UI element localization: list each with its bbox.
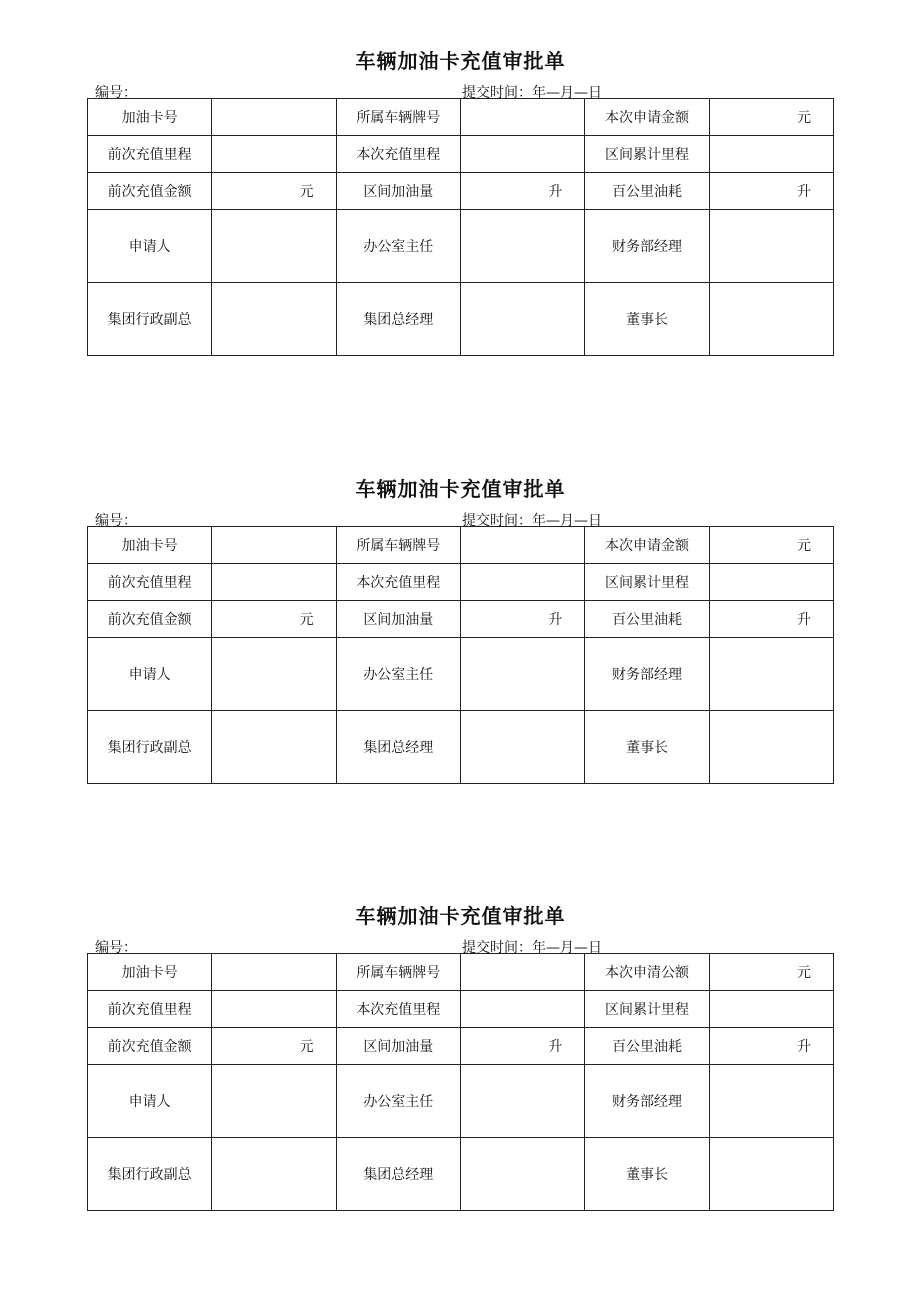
label-plate-number: 所属车辆牌号 bbox=[336, 527, 460, 564]
label-vp-admin: 集团行政副总 bbox=[88, 1138, 212, 1211]
label-card-number: 加油卡号 bbox=[88, 954, 212, 991]
label-general-manager: 集团总经理 bbox=[336, 711, 460, 784]
table-row bbox=[88, 1065, 834, 1138]
form-table bbox=[87, 526, 834, 784]
label-plate-number: 所属车辆牌号 bbox=[336, 99, 460, 136]
value-request-amount[interactable]: 元 bbox=[709, 99, 833, 136]
label-applicant: 申请人 bbox=[88, 210, 212, 283]
signature-applicant[interactable] bbox=[212, 210, 336, 283]
label-vp-admin: 集团行政副总 bbox=[88, 283, 212, 356]
signature-chairman[interactable] bbox=[709, 1138, 833, 1211]
value-prev-mileage[interactable] bbox=[212, 564, 336, 601]
table-row bbox=[88, 1138, 834, 1211]
signature-office-director[interactable] bbox=[460, 210, 584, 283]
label-chairman: 董事长 bbox=[585, 283, 709, 356]
label-plate-number: 所属车辆牌号 bbox=[336, 954, 460, 991]
value-fuel-volume[interactable]: 升 bbox=[460, 601, 584, 638]
signature-chairman[interactable] bbox=[709, 283, 833, 356]
value-plate-number[interactable] bbox=[460, 954, 584, 991]
label-prev-mileage: 前次充值里程 bbox=[88, 991, 212, 1028]
signature-general-manager[interactable] bbox=[460, 1138, 584, 1211]
number-label: 编号： bbox=[95, 513, 137, 529]
value-prev-amount[interactable]: 元 bbox=[212, 173, 336, 210]
signature-finance-manager[interactable] bbox=[709, 1065, 833, 1138]
value-curr-mileage[interactable] bbox=[460, 991, 584, 1028]
label-applicant: 申请人 bbox=[88, 638, 212, 711]
table-row bbox=[88, 136, 834, 173]
label-applicant: 申请人 bbox=[88, 1065, 212, 1138]
label-request-amount: 本次申请金额 bbox=[585, 527, 709, 564]
label-office-director: 办公室主任 bbox=[336, 210, 460, 283]
label-fuel-consumption: 百公里油耗 bbox=[585, 173, 709, 210]
form-title: 车辆加油卡充值审批单 bbox=[355, 904, 566, 928]
label-request-amount: 本次申请金额 bbox=[585, 99, 709, 136]
signature-applicant[interactable] bbox=[212, 638, 336, 711]
value-fuel-consumption[interactable]: 升 bbox=[709, 173, 833, 210]
table-row bbox=[88, 210, 834, 283]
signature-vp-admin[interactable] bbox=[212, 711, 336, 784]
label-prev-amount: 前次充值金额 bbox=[88, 1028, 212, 1065]
signature-office-director[interactable] bbox=[460, 638, 584, 711]
date-label: 提交时间：年—月—日 bbox=[462, 940, 602, 956]
label-office-director: 办公室主任 bbox=[336, 1065, 460, 1138]
label-interval-mileage: 区间累计里程 bbox=[585, 991, 709, 1028]
label-fuel-volume: 区间加油量 bbox=[336, 1028, 460, 1065]
signature-office-director[interactable] bbox=[460, 1065, 584, 1138]
form-title: 车辆加油卡充值审批单 bbox=[355, 49, 566, 73]
table-row bbox=[88, 173, 834, 210]
value-curr-mileage[interactable] bbox=[460, 136, 584, 173]
label-curr-mileage: 本次充值里程 bbox=[336, 991, 460, 1028]
form-table bbox=[87, 953, 834, 1211]
signature-finance-manager[interactable] bbox=[709, 210, 833, 283]
number-label: 编号： bbox=[95, 85, 137, 101]
label-finance-manager: 财务部经理 bbox=[585, 1065, 709, 1138]
label-request-amount: 本次申清公额 bbox=[585, 954, 709, 991]
label-interval-mileage: 区间累计里程 bbox=[585, 564, 709, 601]
table-row bbox=[88, 1028, 834, 1065]
form-meta bbox=[87, 937, 834, 957]
label-fuel-consumption: 百公里油耗 bbox=[585, 1028, 709, 1065]
label-fuel-volume: 区间加油量 bbox=[336, 601, 460, 638]
value-fuel-volume[interactable]: 升 bbox=[460, 173, 584, 210]
approval-form bbox=[87, 901, 834, 1211]
label-vp-admin: 集团行政副总 bbox=[88, 711, 212, 784]
label-chairman: 董事长 bbox=[585, 711, 709, 784]
label-general-manager: 集团总经理 bbox=[336, 1138, 460, 1211]
number-label: 编号： bbox=[95, 940, 137, 956]
table-row bbox=[88, 711, 834, 784]
signature-applicant[interactable] bbox=[212, 1065, 336, 1138]
date-label: 提交时间：年—月—日 bbox=[462, 513, 602, 529]
approval-form bbox=[87, 474, 834, 784]
value-card-number[interactable] bbox=[212, 99, 336, 136]
value-request-amount[interactable]: 元 bbox=[709, 954, 833, 991]
table-row bbox=[88, 954, 834, 991]
label-interval-mileage: 区间累计里程 bbox=[585, 136, 709, 173]
value-fuel-consumption[interactable]: 升 bbox=[709, 1028, 833, 1065]
value-prev-mileage[interactable] bbox=[212, 991, 336, 1028]
table-row bbox=[88, 638, 834, 711]
value-plate-number[interactable] bbox=[460, 99, 584, 136]
value-interval-mileage[interactable] bbox=[709, 564, 833, 601]
value-request-amount[interactable]: 元 bbox=[709, 527, 833, 564]
label-finance-manager: 财务部经理 bbox=[585, 638, 709, 711]
label-prev-mileage: 前次充值里程 bbox=[88, 136, 212, 173]
form-table bbox=[87, 98, 834, 356]
label-card-number: 加油卡号 bbox=[88, 99, 212, 136]
label-finance-manager: 财务部经理 bbox=[585, 210, 709, 283]
value-prev-amount[interactable]: 元 bbox=[212, 601, 336, 638]
signature-chairman[interactable] bbox=[709, 711, 833, 784]
value-fuel-consumption[interactable]: 升 bbox=[709, 601, 833, 638]
form-title: 车辆加油卡充值审批单 bbox=[355, 477, 566, 501]
label-office-director: 办公室主任 bbox=[336, 638, 460, 711]
value-interval-mileage[interactable] bbox=[709, 991, 833, 1028]
label-curr-mileage: 本次充值里程 bbox=[336, 136, 460, 173]
form-meta bbox=[87, 510, 834, 530]
table-row bbox=[88, 527, 834, 564]
signature-vp-admin[interactable] bbox=[212, 283, 336, 356]
signature-vp-admin[interactable] bbox=[212, 1138, 336, 1211]
signature-general-manager[interactable] bbox=[460, 711, 584, 784]
label-prev-amount: 前次充值金额 bbox=[88, 173, 212, 210]
label-chairman: 董事长 bbox=[585, 1138, 709, 1211]
table-row bbox=[88, 564, 834, 601]
value-card-number[interactable] bbox=[212, 954, 336, 991]
date-label: 提交时间：年—月—日 bbox=[462, 85, 602, 101]
label-card-number: 加油卡号 bbox=[88, 527, 212, 564]
form-meta bbox=[87, 82, 834, 102]
value-curr-mileage[interactable] bbox=[460, 564, 584, 601]
table-row bbox=[88, 99, 834, 136]
value-fuel-volume[interactable]: 升 bbox=[460, 1028, 584, 1065]
approval-form bbox=[87, 46, 834, 356]
value-plate-number[interactable] bbox=[460, 527, 584, 564]
table-row bbox=[88, 601, 834, 638]
value-prev-mileage[interactable] bbox=[212, 136, 336, 173]
label-general-manager: 集团总经理 bbox=[336, 283, 460, 356]
label-prev-amount: 前次充值金额 bbox=[88, 601, 212, 638]
label-prev-mileage: 前次充值里程 bbox=[88, 564, 212, 601]
table-row bbox=[88, 283, 834, 356]
signature-finance-manager[interactable] bbox=[709, 638, 833, 711]
label-fuel-volume: 区间加油量 bbox=[336, 173, 460, 210]
label-curr-mileage: 本次充值里程 bbox=[336, 564, 460, 601]
value-interval-mileage[interactable] bbox=[709, 136, 833, 173]
signature-general-manager[interactable] bbox=[460, 283, 584, 356]
table-row bbox=[88, 991, 834, 1028]
value-prev-amount[interactable]: 元 bbox=[212, 1028, 336, 1065]
label-fuel-consumption: 百公里油耗 bbox=[585, 601, 709, 638]
value-card-number[interactable] bbox=[212, 527, 336, 564]
